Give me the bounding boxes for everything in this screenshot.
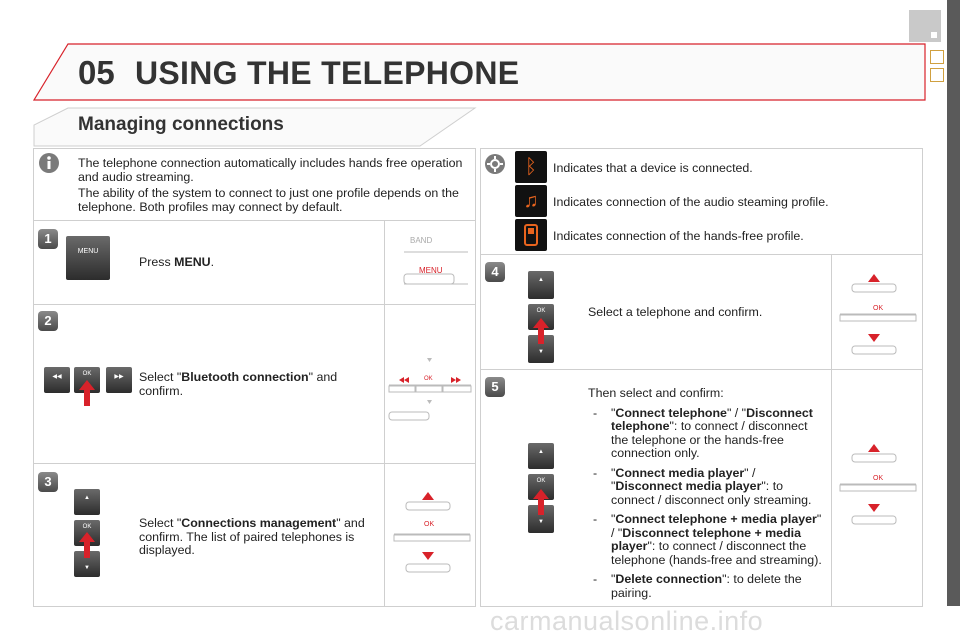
ok-label-red: OK [873,305,884,312]
settings-gear-icon [484,153,506,175]
down-button-illustration: ▼ [528,505,554,533]
prev-button-illustration: ◀◀ [44,367,70,393]
step1-text: Press MENU. [139,255,215,269]
vertical-nav-drawing [390,488,474,584]
up-button-illustration: ▲ [74,489,100,515]
indicator-text: Indicates connection of the audio steaming profile. [553,195,829,209]
step-number: 1 [38,229,58,249]
ok-button-illustration: OK [74,367,100,393]
next-button-illustration: ▶▶ [106,367,132,393]
step-number: 2 [38,311,58,331]
ok-button-illustration: OK [528,304,554,330]
band-label: BAND [410,236,433,245]
step3-text: Select "Connections management" and confirm. The list of paired telephones is displayed. [139,516,365,557]
menu-label-red: MENU [419,266,443,275]
info-icon [38,152,60,174]
ok-label-red: OK [873,475,884,482]
indicator-text: Indicates connection of the hands-free profile. [553,229,804,243]
bluetooth-icon: ᛒ [515,151,547,183]
info-paragraph-2: The ability of the system to connect to just one profile depends on the telephone. Both profiles may connect by default. [78,186,459,214]
option-item: - "Connect telephone + media player" / "Disconnect telephone + media player": to connect / disconnect the telephone (hands-free and streaming). [588,513,826,567]
option-item: - "Delete connection": to delete the pairing. [588,573,826,600]
chapter-number: 05 [78,54,115,91]
menu-button-illustration: MENU [66,236,110,280]
info-paragraph-1: The telephone connection automatically includes hands free operation and audio streaming. [78,156,463,184]
step-number: 3 [38,472,58,492]
ok-button-illustration: OK [74,520,100,546]
phone-icon [515,219,547,251]
vertical-nav-drawing [836,440,920,532]
up-button-illustration: ▲ [528,443,554,469]
step5-options [588,407,826,601]
up-arrow-icon [78,380,96,406]
section-title: Managing connections [78,114,284,135]
vertical-nav-drawing [836,270,920,362]
step-number: 4 [485,262,505,282]
indicator-text: Indicates that a device is connected. [553,161,753,175]
ok-button-illustration: OK [528,474,554,500]
step5-block [588,387,826,606]
option-item: - "Connect telephone" / "Disconnect telephone": to connect / disconnect the telephone or the hands-free connection only. [588,407,826,461]
up-arrow-icon [78,532,96,558]
step4-text: Select a telephone and confirm. [588,305,763,319]
up-arrow-icon [532,489,550,515]
step2-text: Select "Bluetooth connection" and confirm. [139,370,338,398]
up-button-illustration: ▲ [528,271,554,299]
navigation-panel-drawing [385,350,475,430]
ok-label-red: OK [424,521,435,528]
step-number: 5 [485,377,505,397]
watermark: carmanualsonline.info [490,606,764,636]
down-button-illustration: ▼ [74,551,100,577]
up-arrow-icon [532,318,550,344]
option-item: - "Connect media player" / "Disconnect media player": to connect / disconnect only streaming. [588,467,826,508]
ok-label-red: OK [424,376,433,382]
chapter-title: USING THE TELEPHONE [135,55,520,91]
down-button-illustration: ▼ [528,335,554,363]
step5-intro: Then select and confirm: [588,386,724,400]
music-note-icon: ♫ [515,185,547,217]
